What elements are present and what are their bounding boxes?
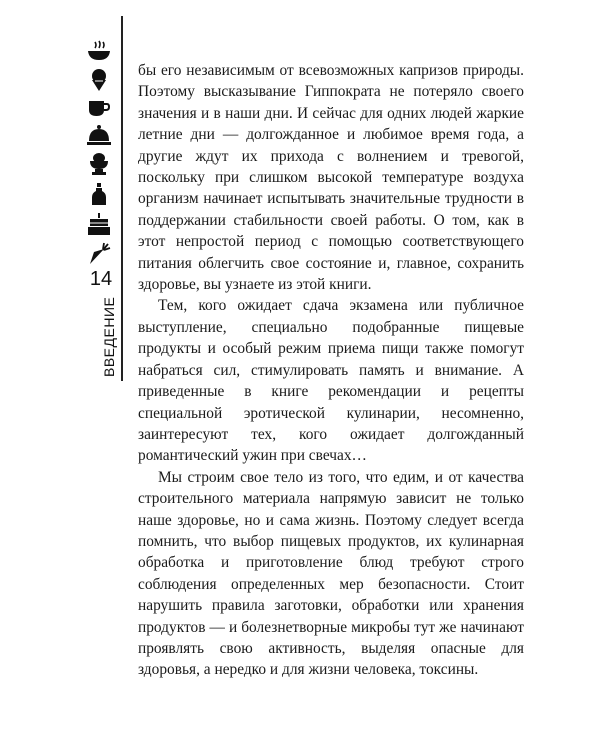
cake-icon xyxy=(87,212,111,236)
sidebar-rule xyxy=(121,16,123,381)
paragraph: бы его независимым от всевозможных капризов природы. Поэтому высказывание Гиппократа не потеряло своего значения и в наши дни. И сейчас для одних людей жаркие летние дни — долгожданное и любимое время года, а другие ждут их прихода с волнением и тревогой, поскольку при слишком высокой температуре воздуха организм начинает испытывать значительные трудности в поддержании стабильности своей работы. О том, как в этот непростой период с помощью соответствующего питания облегчить свое состояние и, главное, сохранить здоровье, вы узнаете из этой книги. xyxy=(138,62,524,294)
paragraph: Мы строим свое тело из того, что едим, и от качества строительного материала напрямую зависит не только наше здоровье, но и сама жизнь. Поэтому следует всегда помнить, что выбор пищевых продуктов, их кулинарная обработка и приготовление блюд требуют строго соблюдения определенных мер безопасности. Стоит нарушить правила заготовки, обработки или хранения продуктов — и болезнетворные микробы тут же начинают проявлять свою активность, выделяя опасные для здоровья, а нередко и для жизни человека, токсины. xyxy=(138,468,524,679)
egg-cup-icon xyxy=(88,152,110,176)
section-label: ВВЕДЕНИЕ xyxy=(101,296,117,377)
bowl-icon xyxy=(87,40,111,62)
bottle-icon xyxy=(90,182,108,206)
cup-icon xyxy=(87,98,111,118)
sidebar-icons xyxy=(84,40,114,266)
body-text xyxy=(138,60,524,681)
page-number: 14 xyxy=(89,268,113,290)
ice-cream-icon xyxy=(88,68,110,92)
carrot-icon xyxy=(87,242,111,266)
cloche-icon xyxy=(87,124,111,146)
paragraph: Тем, кого ожидает сдача экзамена или публичное выступление, специально подобранные пищевые продукты и особый режим приема пищи также помогут набраться сил, стимулировать память и внимание. А приведенные в книге рекомендации и рецепты специальной эротической кулинарии, несомненно, заинтересуют тех, кого ожидает долгожданный романтический ужин при свечах… xyxy=(138,297,524,465)
